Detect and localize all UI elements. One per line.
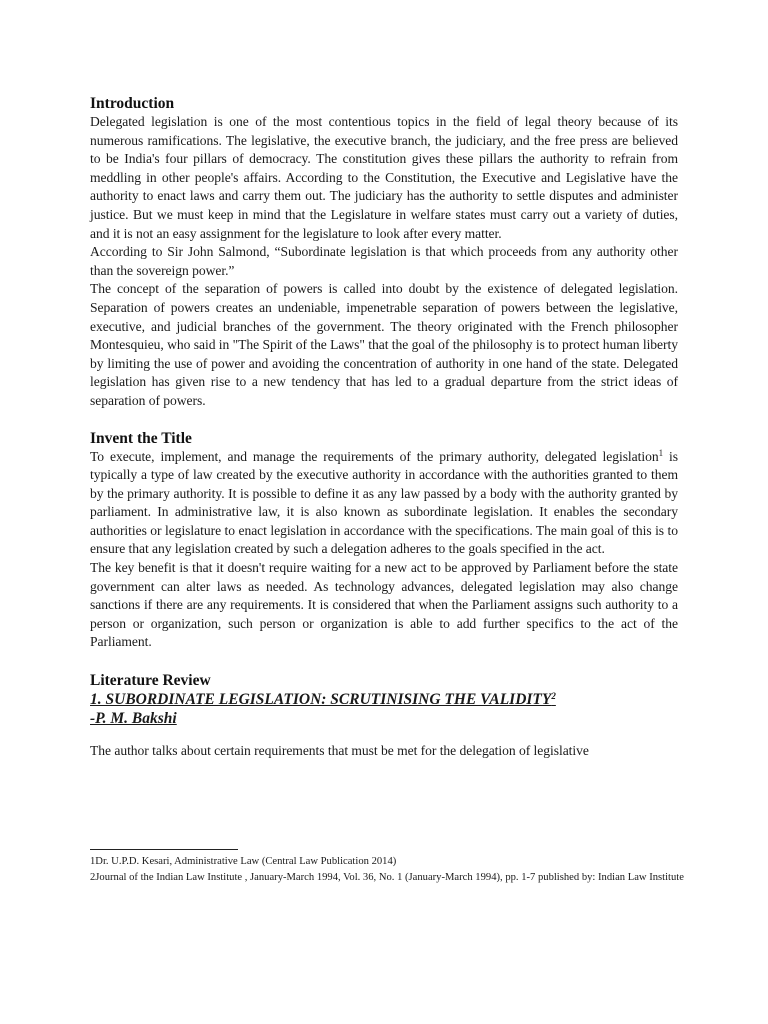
footnote-2: 2Journal of the Indian Law Institute , January-March 1994, Vol. 36, No. 1 (January-March 1994), pp. 1-7 published by: Indian Law Institute <box>90 871 684 883</box>
literature-item-title <box>90 690 678 709</box>
introduction-paragraph-3: The concept of the separation of powers is called into doubt by the existence of delegated legislation. Separation of powers creates an undeniable, impenetrable separation of powers between the legislative, executive, and judicial branches of the government. The theory originated with the French philosopher Montesquieu, who said in "The Spirit of the Laws" that the goal of the philosophy is to protect human liberty by limiting the use of power and avoiding the concentration of authority in one hand of the state. Delegated legislation has given rise to a new tendency that has led to a gradual departure from the strict ideas of separation of powers. <box>90 281 678 408</box>
introduction-section <box>90 94 678 411</box>
literature-review-heading: Literature Review <box>90 672 211 690</box>
invent-title-paragraph-1 <box>90 448 678 560</box>
document-page <box>90 94 678 761</box>
footnote-divider <box>90 849 238 850</box>
footnote-ref-2[interactable]: 2 <box>551 691 556 702</box>
footnote-1: 1Dr. U.P.D. Kesari, Administrative Law (Central Law Publication 2014) <box>90 856 397 867</box>
literature-review-text: The author talks about certain requirements that must be met for the delegation of legislative <box>90 743 589 759</box>
invent-title-section <box>90 429 678 653</box>
literature-review-section <box>90 671 678 761</box>
literature-item-title-text: 1. SUBORDINATE LEGISLATION: SCRUTINISING THE VALIDITY <box>90 691 552 709</box>
footnotes <box>90 854 690 885</box>
footnote-ref-1[interactable]: 1 <box>658 447 664 458</box>
invent-p1-after: is typically a type of law created by the executive authority in accordance with the authorities granted to them by the primary authority. It is possible to define it as any law passed by a body with the authority granted by parliament. In administrative law, it is also known as subordinate legislation. It enables the secondary authorities or legislature to enact legislation in accordance with the specifications. The main goal of this is to ensure that any legislation created by such a delegation adheres to the goals specified in the act. <box>90 448 678 557</box>
literature-item-author: -P. M. Bakshi <box>90 710 177 728</box>
invent-p1-before: To execute, implement, and manage the requirements of the primary authority, delegated legislation <box>90 448 659 464</box>
introduction-paragraph-2: According to Sir John Salmond, “Subordinate legislation is that which proceeds from any authority other than the sovereign power.” <box>90 244 678 278</box>
invent-title-heading: Invent the Title <box>90 429 192 447</box>
introduction-paragraph-1: Delegated legislation is one of the most contentious topics in the field of legal theory because of its numerous ramifications. The legislative, the executive branch, the judiciary, and the free press are believed to be India's four pillars of democracy. The constitution gives these pillars the authority to refrain from meddling in other people's affairs. According to the Constitution, the Executive and Legislative have the authority to enact laws and carry them out. The judiciary has the authority to settle disputes and administer justice. But we must keep in mind that the Legislature in welfare states must carry out a variety of duties, and it is not an easy assignment for the legislature to look after every matter. <box>90 114 678 241</box>
introduction-heading: Introduction <box>90 95 175 112</box>
invent-title-paragraph-2: The key benefit is that it doesn't require waiting for a new act to be approved by Parliament before the state government can alter laws as needed. As technology advances, delegated legislation may also change sanctions if there are any requirements. It is considered that when the Parliament assigns such authority to a person or organization, such person or organization is able to add further specifics to the act of the Parliament. <box>90 560 678 650</box>
